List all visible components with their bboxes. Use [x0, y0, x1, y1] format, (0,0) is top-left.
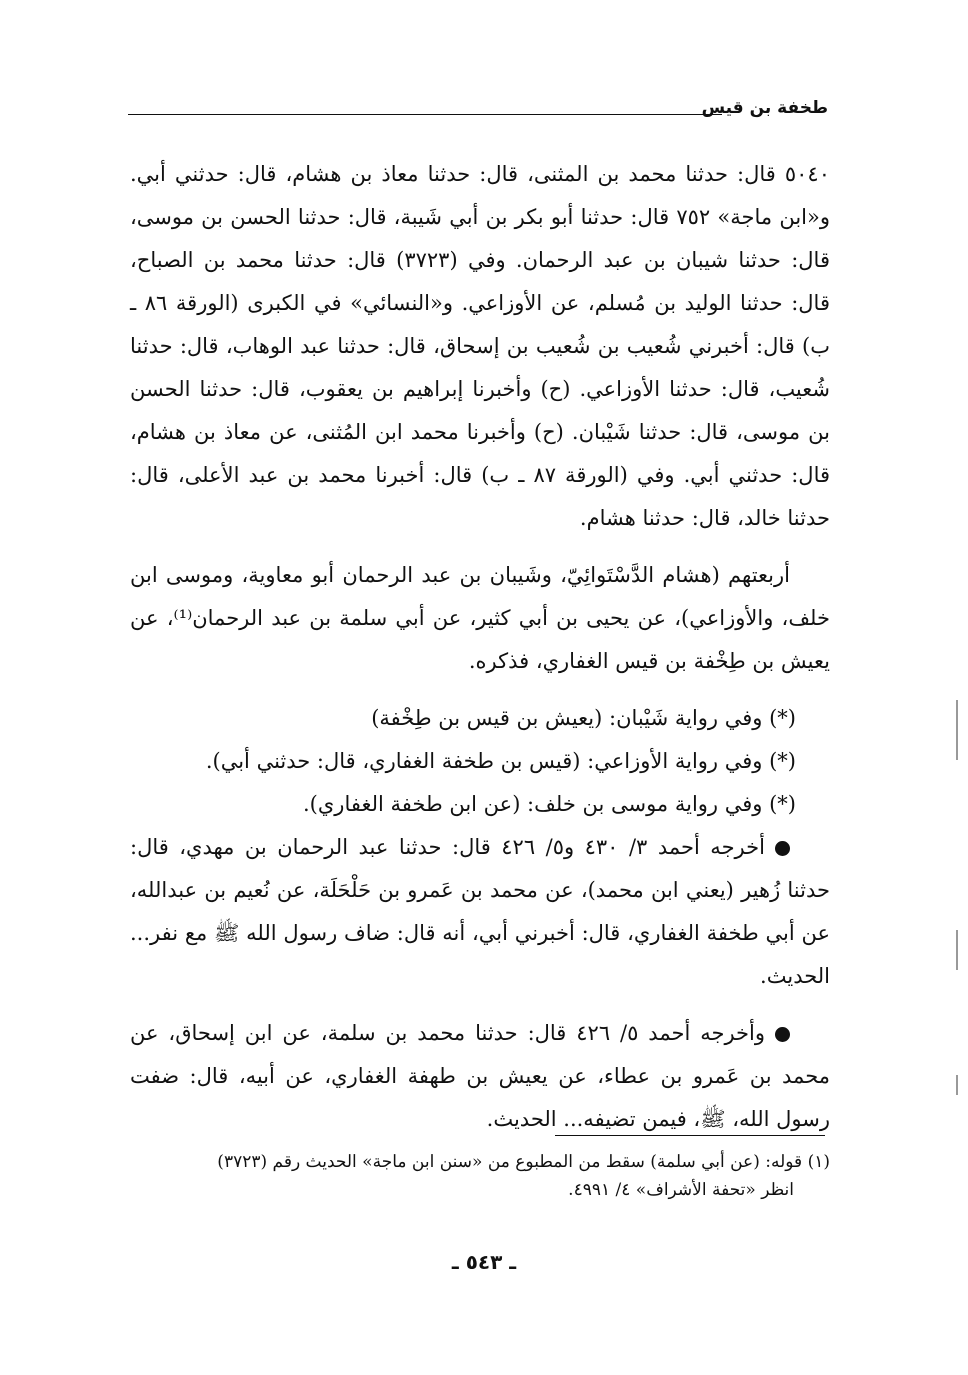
takhrij-text-2: وأخرجه أحمد ٥/ ٤٢٦ قال: حدثنا محمد بن سلمة، عن ابن إسحاق، عن محمد بن عَمرو بن عطاء، عن يعيش بن طهفة الغفاري، عن أبيه، قال: ضفت رسول الله، ﷺ، فيمن تضيفه... الحديث.: [130, 1021, 830, 1131]
hadith-paragraph: ٥٠٤٠ قال: حدثنا محمد بن المثنى، قال: حدثنا معاذ بن هشام، قال: حدثني أبي. و«ابن ماجة» ٧٥٢ قال: حدثنا أبو بكر بن أبي شَيبة، قال: حدثنا الحسن بن موسى، قال: حدثنا شيبان بن عبد الرحمان. وفي (٣٧٢٣) قال: حدثنا محمد بن الصباح، قال: حدثنا الوليد بن مُسلم، عن الأوزاعي. و«النسائي» في الكبرى (الورقة ٨٦ ـ ب) قال: أخبرني شُعيب بن شُعيب بن إسحاق، قال: حدثنا عبد الوهاب، قال: حدثنا شُعيب، قال: حدثنا الأوزاعي. (ح) وأخبرنا إبراهيم بن يعقوب، قال: حدثنا الحسن بن موسى، قال: حدثنا شَيْبان. (ح) وأخبرنا محمد ابن المُثنى، عن معاذ بن هشام، قال: حدثني أبي. وفي (الورقة ٨٧ ـ ب) قال: أخبرنا محمد بن عبد الأعلى، قال: حدثنا خالد، قال: حدثنا هشام.: [130, 162, 831, 530]
running-header: [128, 96, 828, 126]
bullet-icon: [775, 1027, 790, 1042]
body-text: [130, 153, 830, 1141]
header-rule: [128, 114, 722, 115]
scan-artifact: [956, 1075, 958, 1095]
takhrij-text-1: أخرجه أحمد ٣/ ٤٣٠ و٥/ ٤٢٦ قال: حدثنا عبد الرحمان بن مهدي، قال: حدثنا زُهير (يعني ابن محمد)، عن محمد بن عَمرو بن حَلْحَلَة، عن نُعيم بن عبدالله، عن أبي طخفة الغفاري، قال: أخبرني أبي، أنه قال: ضاف رسول الله ﷺ مع نفر... الحديث.: [130, 835, 830, 988]
scan-artifact: [956, 930, 958, 970]
variant-note-musa: (*) وفي رواية موسى بن خلف: (عن ابن طخفة الغفاري).: [303, 792, 796, 816]
scan-artifact: [956, 700, 958, 760]
takhrij-paragraph-1: [130, 826, 830, 998]
running-title: طخفة بن قيس: [701, 98, 828, 118]
variant-note-shayban: (*) وفي رواية شَيْبان: (يعيش بن قيس بن طِخْفة): [371, 706, 796, 730]
takhrij-paragraph-2: [130, 1012, 830, 1141]
bullet-icon: [775, 841, 790, 856]
footnote-rule: [555, 1135, 825, 1136]
page-number: ـ ٥٤٣ ـ: [451, 1250, 517, 1274]
narrators-paragraph: أربعتهم (هشام الدَّسْتَوائِيّ، وشَيبان بن عبد الرحمان أبو معاوية، وموسى ابن خلف، والأوزاعي)، عن يحيى بن أبي كثير، عن أبي سلمة بن عبد الرحمان⁽¹⁾، عن يعيش بن طِخْفة بن قيس الغفاري، فذكره.: [130, 563, 830, 673]
footnotes: [130, 1148, 830, 1204]
footnote-1-line-1: (١) قوله: (عن أبي سلمة) سقط من المطبوع من «سنن ابن ماجة» الحديث رقم (٣٧٢٣): [217, 1152, 830, 1172]
footnote-1-line-2: انظر «تحفة الأشراف» ٤/ ٤٩٩١.: [568, 1180, 794, 1200]
variant-note-awzai: (*) وفي رواية الأوزاعي: (قيس بن طخفة الغفاري، قال: حدثني أبي).: [205, 749, 796, 773]
